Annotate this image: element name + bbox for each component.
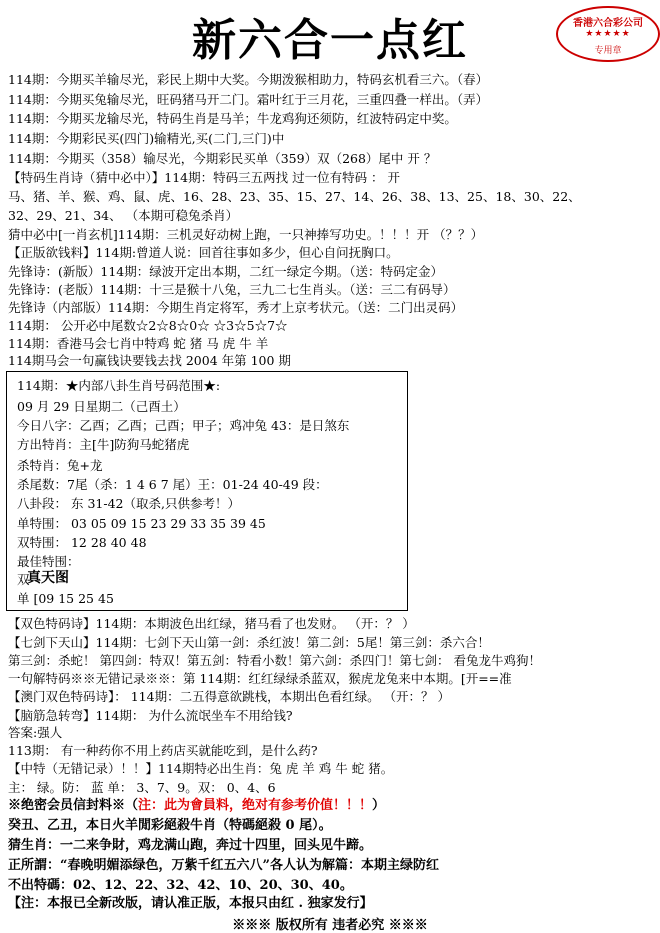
text-line: 114期：今期买兔输尽光，旺码猪马开二门。霜叶红于三月花，三重四叠一样出。（弄） — [8, 92, 489, 107]
box-sha-wei: 杀尾数：7尾（杀：1 4 6 7 尾）王：01-24 40-49 段： — [17, 477, 328, 492]
notice-red: 注：此为會員料，绝对有参考价值！！！ — [138, 798, 373, 813]
box-sha-xiao: 杀特肖：兔+龙 — [17, 458, 103, 473]
box-fang: 方出特肖：主[牛]防狗马蛇猪虎 — [17, 437, 190, 452]
text-line: 第三剑：杀蛇！ 第四剑：特双！第五剑：特看小数！第六剑：杀四门！第七剑： 看兔龙牛鸡狗！ — [8, 653, 541, 668]
seal-label: 专用章 — [594, 46, 622, 56]
box-zhen: 真天图 — [27, 570, 69, 586]
text-line: 先锋诗：(老版）114期：十三是猴十八兔，三九二七生肖头。（送：三二有码导） — [8, 282, 456, 297]
box-bagua: 八卦段： 东 31-42（取杀,只供参考！） — [17, 496, 240, 511]
box-date: 09 月 29 日星期二（己酉土） — [17, 399, 186, 414]
text-line: 先锋诗：(新版）114期：绿波开定出本期，二红一绿定今期。（送：特码定金） — [8, 264, 443, 279]
notice-prefix: ※绝密会员信封料※（ — [8, 798, 139, 813]
text-line: 113期： 有一种药你不用上药店买就能吃到，是什么药? — [8, 743, 318, 758]
company-seal — [556, 6, 660, 62]
box-dan: 单特围： 03 05 09 15 23 29 33 35 39 45 — [17, 516, 266, 531]
text-line: 114期：今期买羊输尽光，彩民上期中大奖。今期泼猴相助力，特码玄机看三六。（春） — [8, 72, 489, 87]
text-line: 114期：香港马会七肖中特鸡 蛇 猪 马 虎 牛 羊 — [8, 336, 269, 351]
text-line: 先锋诗（内部版）114期：今期生肖定将军，秀才上京考状元。（送：二门出灵码） — [8, 300, 464, 315]
text-line: 猜中必中[一肖玄机]114期：三机灵好动树上跑，一只神捧写功史。！！！开 （？？） — [8, 227, 484, 242]
text-line: 114期：今期买龙输尽光，特码生肖是马羊；牛龙鸡狗还须防，红波特码定中奖。 — [8, 111, 457, 126]
box-shuang: 双特围： 12 28 40 48 — [17, 535, 147, 550]
text-line: 32、29、21、34、 （本期可稳兔杀肖） — [8, 208, 239, 223]
text-line: 114期： 公开必中尾数☆2☆8☆0☆ ☆3☆5☆7☆ — [8, 318, 288, 333]
text-line: 不出特碼：02、12、22、32、42、10、20、30、40。 — [8, 878, 353, 893]
text-line: 【澳门双色特码诗】： 114期：二五得意欲跳栈，本期出色看红绿。 （开：？ ） — [8, 689, 451, 704]
text-line: 癸丑、乙丑，本日火羊閒彩絕殺牛肖（特碼絕殺 0 尾）。 — [8, 818, 332, 833]
seal-text: 香港六合彩公司 — [573, 18, 643, 29]
footer-copyright: ※※※ 版权所有 违者必究 ※※※ — [232, 918, 428, 933]
text-line: 【注：本报已全新改版，请认准正版，本报只由红 . 独家发行】 — [8, 896, 373, 911]
text-line: 【脑筋急转弯】114期： 为什么流氓坐车不用给钱? — [8, 708, 293, 723]
notice-suffix: ） — [372, 798, 386, 813]
text-line: 【中特（无错记录）！！】114期特必出生肖：兔 虎 羊 鸡 牛 蛇 猪。 — [8, 761, 394, 776]
text-line: 114期：今期彩民买(四门)输精光,买(二门,三门)中 — [8, 131, 285, 146]
page-title: 新六合一点红 — [192, 15, 468, 66]
box-bazi: 今日八字：乙酉；乙酉；己酉；甲子；鸡冲兔 43：是日煞东 — [17, 418, 350, 433]
text-line: 114期：今期买（358）输尽光，今期彩民买单（359）双（268）尾中 开 ？ — [8, 151, 437, 166]
text-line: 114期马会一句赢钱诀要钱去找 2004 年第 100 期 — [8, 353, 291, 368]
text-line: 【正版欲钱料】114期:曾道人说：回首往事如多少，但心自问抚胸口。 — [8, 245, 399, 260]
text-line: 主： 绿。防： 蓝 单： 3、7、9。双： 0、4、6 — [8, 780, 276, 795]
text-line: 一句解特码※※无错记录※※：第 114期：红红绿绿杀蓝双，猴虎龙兔来中本期。[开==准 — [8, 671, 512, 686]
text-line: 猜生肖：一二来争財，鸡龙满山跑，奔过十四里，回头见牛蹄。 — [8, 838, 373, 853]
text-line: 正所謂：“春晚明媚添绿色，万紫千红五六八”各人认为解篇：本期主绿防红 — [8, 858, 439, 873]
seal-stars: ★★★★★ — [585, 29, 631, 39]
box-dan2: 单 [09 15 25 45 — [17, 591, 114, 606]
text-line: 答案:强人 — [8, 725, 63, 740]
notice-line — [8, 798, 385, 814]
box-shuang2: 双 — [17, 572, 30, 587]
box-best: 最佳特围： — [17, 554, 80, 569]
text-line: 【双色特码诗】114期：本期波色出红绿，猪马看了也发财。 （开：？ ） — [8, 616, 415, 631]
bagua-box — [6, 371, 408, 611]
text-line: 马、猪、羊、猴、鸡、鼠、虎、16、28、23、35、15、27、14、26、38、13、25、18、30、22、 — [8, 189, 581, 204]
text-line: 【七剑下天山】114期：七剑下天山第一剑：杀红波！第二剑：5尾！第三剑：杀六合！ — [8, 635, 490, 650]
box-header: 114期：★内部八卦生肖号码范围★: — [17, 378, 221, 393]
text-line: 【特码生肖诗（猜中必中）】114期：特码三五两找 过一位有特码 ： 开 — [8, 170, 401, 185]
